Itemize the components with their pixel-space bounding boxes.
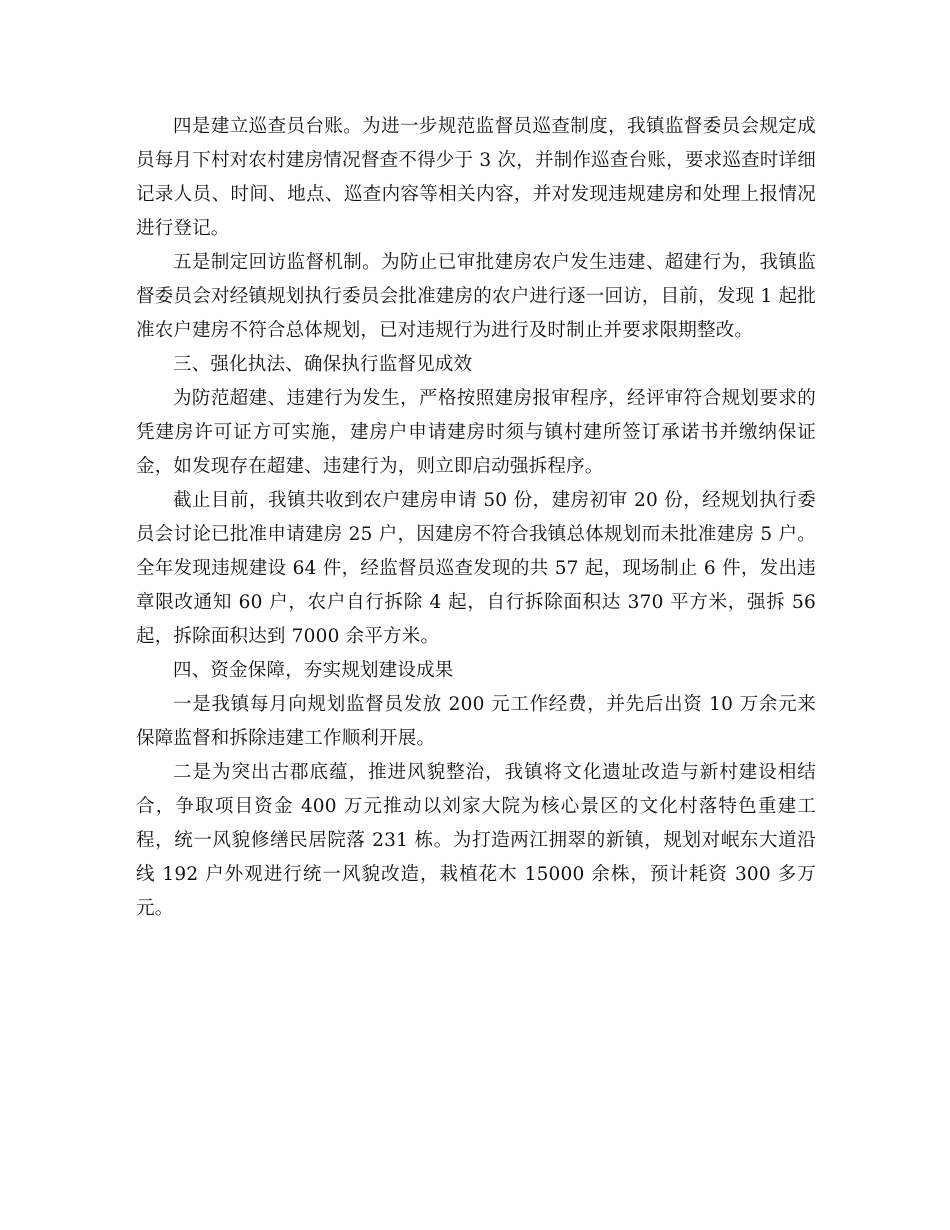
paragraph-statistics: 截止目前，我镇共收到农户建房申请 50 份，建房初审 20 份，经规划执行委员会讨论已批准申请建房 25 户，因建房不符合我镇总体规划而未批准建房 5 户。全年发现违规建设 64 件，经监督员巡查发现的共 57 起，现场制止 6 件，发出违章限改通知 60 户，农户自行拆除 4 起，自行拆除面积达 370 平方米，强拆 56 起，拆除面积达到 7000 余平方米。: [136, 490, 816, 647]
section-heading-enforcement: 三、强化执法、确保执行监督见成效: [173, 354, 473, 375]
section-heading-funding: 四、资金保障，夯实规划建设成果: [173, 660, 454, 681]
paragraph-funding-one: 一是我镇每月向规划监督员发放 200 元工作经费，并先后出资 10 万余元来保障监督和拆除违建工作顺利开展。: [136, 694, 816, 749]
paragraph-prevention: 为防范超建、违建行为发生，严格按照建房报审程序，经评审符合规划要求的凭建房许可证方可实施，建房户申请建房时须与镇村建所签订承诺书并缴纳保证金，如发现存在超建、违建行为，则立即启动强拆程序。: [136, 388, 816, 477]
paragraph-inspector-ledger: 四是建立巡查员台账。为进一步规范监督员巡查制度，我镇监督委员会规定成员每月下村对农村建房情况督查不得少于 3 次，并制作巡查台账，要求巡查时详细记录人员、时间、地点、巡查内容等相关内容，并对发现违规建房和处理上报情况进行登记。: [136, 116, 816, 239]
paragraph-return-visit: 五是制定回访监督机制。为防止已审批建房农户发生违建、超建行为，我镇监督委员会对经镇规划执行委员会批准建房的农户进行逐一回访，目前，发现 1 起批准农户建房不符合总体规划，已对违规行为进行及时制止并要求限期整改。: [136, 252, 816, 341]
document-body: [136, 110, 816, 926]
paragraph-funding-two: 二是为突出古郡底蕴，推进风貌整治，我镇将文化遗址改造与新村建设相结合，争取项目资金 400 万元推动以刘家大院为核心景区的文化村落特色重建工程，统一风貌修缮民居院落 231 栋。为打造两江拥翠的新镇，规划对岷东大道沿线 192 户外观进行统一风貌改造，栽植花木 15000 余株，预计耗资 300 多万元。: [136, 762, 816, 919]
